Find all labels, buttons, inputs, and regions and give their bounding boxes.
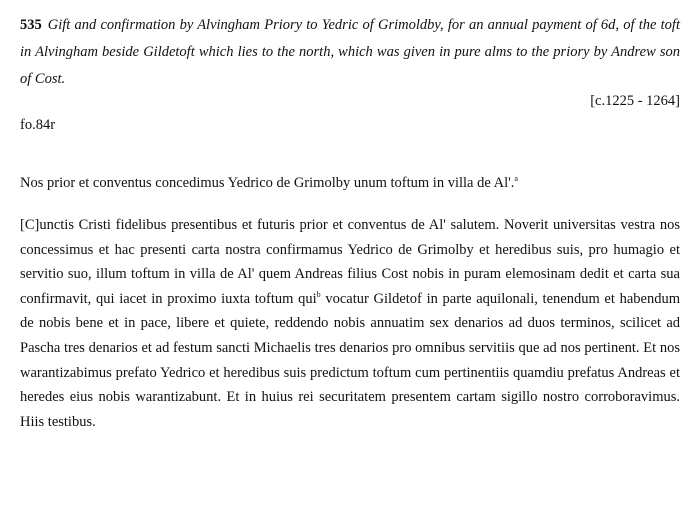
latin-summary (20, 173, 680, 193)
summary-text: Nos prior et conventus concedimus Yedrico de Grimolby unum toftum in villa de Al'. (20, 175, 515, 191)
footnote-marker-b: b (316, 289, 321, 299)
footnote-marker-a: a (514, 174, 518, 184)
entry-title: Gift and confirmation by Alvingham Priory to Yedric of Grimoldby, for an annual payment of 6d, of the toft in Alvingham beside Gildetoft which lies to the north, which was given in pure alms to the priory by Andrew son of Cost. (20, 17, 680, 87)
charter-text-part-2: vocatur Gildetof in parte aquilonali, tenendum et habendum de nobis bene et in pace, libere et quiete, reddendo nobis annuatim sex denarios ad duos terminos, scilicet ad Pascha tres denarios et ad festum sancti Michaelis tres denarios pro omnibus servitiis que ad nos pertinent. Et nos warantizabimus prefato Yedrico et heredibus suis predictum toftum cum pertinentiis quamdiu prefatus Andreas et heredes eius nobis warantizabunt. Et in huius rei securitatem presentem cartam sigillo nostro corroboravimus. Hiis testibus. (20, 290, 680, 430)
charter-text (20, 213, 680, 434)
entry-heading (20, 12, 680, 93)
entry-number: 535 (20, 17, 42, 33)
charter-text-part-1: [C]unctis Cristi fidelibus presentibus et futuris prior et conventus de Al' salutem. Noverit universitas vestra nos concessimus et hac presenti carta nostra confirmamus Yedrico de Grimolby et heredibus suis, pro humagio et servitio suo, illum toftum in villa de Al' quem Andreas filius Cost nobis in puram elemosinam dedit et carta sua confirmavit, qui iacet in proximo iuxta toftum qui (20, 217, 680, 307)
document-page (20, 12, 680, 434)
folio-reference: fo.84r (20, 117, 56, 133)
entry-date: [c.1225 - 1264] (590, 93, 680, 109)
